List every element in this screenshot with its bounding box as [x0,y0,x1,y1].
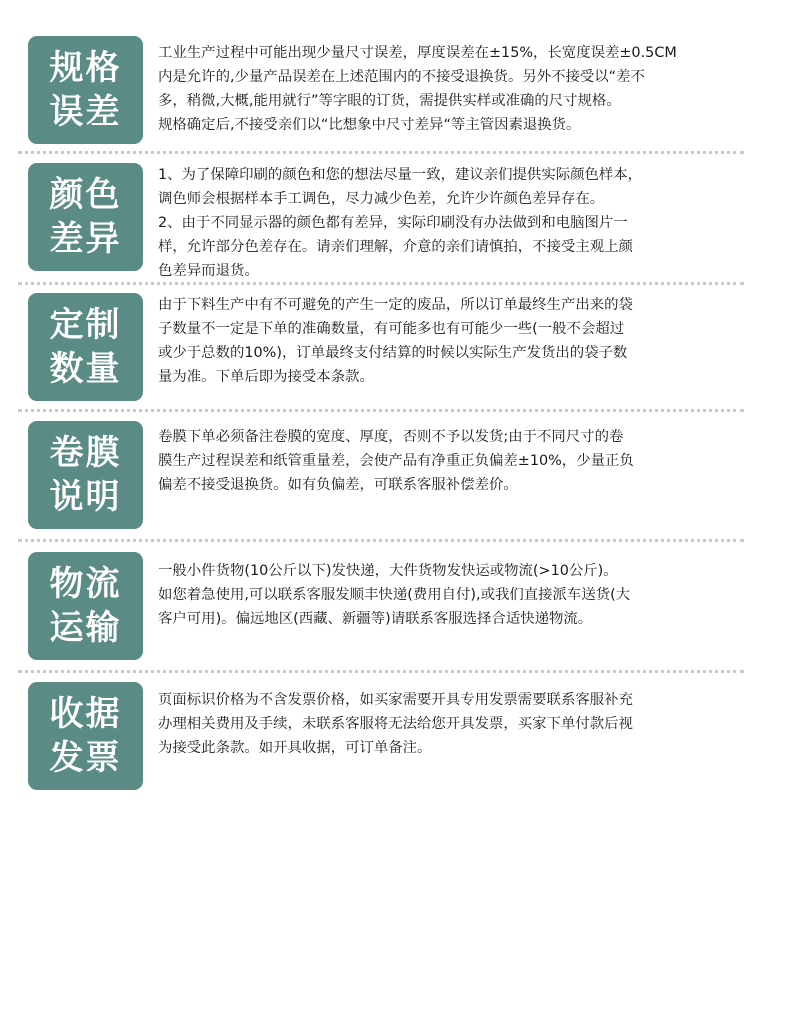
badge-title-line2: 发票 [49,738,122,778]
badge-title-line1: 颜色 [49,175,122,215]
body-line: 或少于总数的10%)，订单最终支付结算的时候以实际生产发货出的袋子数 [158,345,628,361]
body-line: 1、为了保障印刷的颜色和您的想法尽量一致，建议亲们提供实际颜色样本， [158,167,643,183]
badge-title-line2: 数量 [49,349,122,389]
section-body [158,559,783,631]
badge-title-line2: 差异 [49,219,122,259]
body-line: 多，稍微,大概,能用就行”等字眼的订货，需提供实样或准确的尺寸规格。 [158,93,621,109]
section-divider [18,282,744,285]
body-line: 量为准。下单后即为接受本条款。 [158,369,374,385]
body-line: 客户可用)。偏远地区(西藏、新疆等)请联系客服选择合适快递物流。 [158,611,593,627]
body-line: 办理相关费用及手续，未联系客服将无法给您开具发票，买家下单付款后视 [158,716,633,732]
body-line: 子数量不一定是下单的准确数量，有可能多也有可能少一些(一般不会超过 [158,321,625,337]
body-line: 一般小件货物(10公斤以下)发快递，大件货物发快运或物流(>10公斤)。 [158,563,618,579]
badge-title-line1: 定制 [49,305,122,345]
section-badge [28,682,143,790]
badge-title-line2: 运输 [49,608,122,648]
section-badge [28,421,143,529]
body-line: 偏差不接受退换货。如有负偏差，可联系客服补偿差价。 [158,477,518,493]
section-divider [18,670,744,673]
section-divider [18,409,744,412]
section-divider [18,151,744,154]
body-line: 样，允许部分色差存在。请亲们理解，介意的亲们请慎拍，不接受主观上颜 [158,239,633,255]
body-line: 为接受此条款。如开具收据，可订单备注。 [158,740,432,756]
section-badge [28,293,143,401]
body-line: 页面标识价格为不含发票价格，如买家需要开具专用发票需要联系客服补充 [158,692,633,708]
section-body [158,688,783,760]
section-body [158,293,783,389]
body-line: 调色师会根据样本手工调色，尽力减少色差，允许少许颜色差异存在。 [158,191,605,207]
badge-title-line1: 卷膜 [49,433,122,473]
body-line: 如您着急使用,可以联系客服发顺丰快递(费用自付),或我们直接派车送货(大 [158,587,631,603]
section-badge [28,163,143,271]
body-line: 内是允许的,少量产品误差在上述范围内的不接受退换货。另外不接受以“差不 [158,69,645,85]
section-body [158,163,783,283]
body-line: 膜生产过程误差和纸管重量差，会使产品有净重正负偏差±10%，少量正负 [158,453,634,469]
body-line: 由于下料生产中有不可避免的产生一定的废品，所以订单最终生产出来的袋 [158,297,633,313]
badge-title-line1: 收据 [49,694,122,734]
badge-title-line1: 规格 [49,48,122,88]
badge-title-line1: 物流 [49,564,122,604]
body-line: 卷膜下单必须备注卷膜的宽度、厚度，否则不予以发货;由于不同尺寸的卷 [158,429,624,445]
section-badge [28,36,143,144]
body-line: 色差异而退货。 [158,263,259,279]
section-badge [28,552,143,660]
section-divider [18,539,744,542]
body-line: 工业生产过程中可能出现少量尺寸误差，厚度误差在±15%，长宽度误差±0.5CM [158,45,677,61]
badge-title-line2: 说明 [49,477,122,517]
body-line: 2、由于不同显示器的颜色都有差异，实际印刷没有办法做到和电脑图片一 [158,215,628,231]
section-body [158,425,783,497]
body-line: 规格确定后,不接受亲们以“比想象中尺寸差异“等主管因素退换货。 [158,117,581,133]
section-body [158,41,783,137]
badge-title-line2: 误差 [49,92,122,132]
